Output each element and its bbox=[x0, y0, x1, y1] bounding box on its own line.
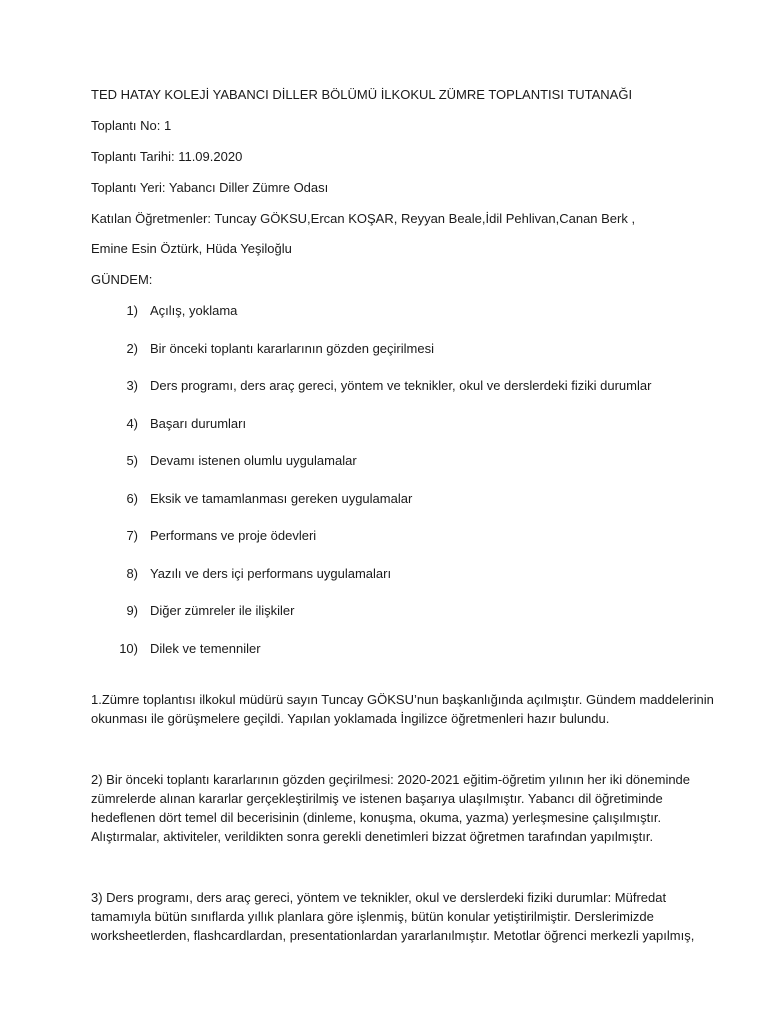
paragraph-curriculum bbox=[91, 888, 711, 945]
agenda-item bbox=[113, 491, 412, 507]
agenda-item-text: Performans ve proje ödevleri bbox=[150, 528, 317, 543]
agenda-item-number: 7) bbox=[126, 528, 138, 543]
agenda-item bbox=[113, 566, 391, 582]
agenda-item-text: Açılış, yoklama bbox=[150, 303, 238, 318]
agenda-item bbox=[113, 453, 357, 469]
agenda-item-text: Diğer zümreler ile ilişkiler bbox=[150, 603, 295, 618]
agenda-item-text: Dilek ve temenniler bbox=[150, 641, 261, 656]
agenda-item bbox=[113, 378, 651, 394]
agenda-item bbox=[113, 603, 294, 619]
attendees-line-2: Emine Esin Öztürk, Hüda Yeşiloğlu bbox=[91, 241, 292, 256]
agenda-item-number: 9) bbox=[126, 603, 138, 618]
agenda-item-number: 10) bbox=[119, 641, 138, 656]
agenda-item-number: 5) bbox=[126, 453, 138, 468]
meeting-number: Toplantı No: 1 bbox=[91, 118, 172, 133]
paragraph-line: hedeflenen dört temel dil becerisinin (dinleme, konuşma, okuma, yazma) yerleşmesine çalışılmıştır. bbox=[91, 810, 662, 825]
agenda-item bbox=[113, 303, 237, 319]
paragraph-line: okunması ile görüşmelere geçildi. Yapılan yoklamada İngilizce öğretmenleri hazır bulundu. bbox=[91, 711, 610, 726]
paragraph-line: tamamıyla bütün sınıflarda yıllık planlara göre işlenmiş, bütün konular yetiştirilmiştir. Derslerimizde bbox=[91, 909, 654, 924]
paragraph-line: Alıştırmalar, aktiviteler, verildikten sonra gerekli denetimleri bizzat öğretmen tarafından yapılmıştır. bbox=[91, 829, 654, 844]
attendees-line-1: Katılan Öğretmenler: Tuncay GÖKSU,Ercan KOŞAR, Reyyan Beale,İdil Pehlivan,Canan Berk , bbox=[91, 211, 636, 226]
paragraph-line: worksheetlerden, flashcardlardan, presentationlardan yararlanılmıştır. Metotlar öğrenci merkezli yapılmış, bbox=[91, 928, 695, 943]
agenda-item-text: Eksik ve tamamlanması gereken uygulamalar bbox=[150, 491, 413, 506]
paragraph-line: 3) Ders programı, ders araç gereci, yöntem ve teknikler, okul ve derslerdeki fiziki durumlar: Müfredat bbox=[91, 890, 667, 905]
agenda-item-number: 4) bbox=[126, 416, 138, 431]
agenda-item bbox=[113, 528, 316, 544]
agenda-item-number: 1) bbox=[126, 303, 138, 318]
paragraph-line: zümrelerde alınan kararlar gerçekleştirilmiş ve istenen başarıya ulaşılmıştır. Yabancı dil öğretiminde bbox=[91, 791, 663, 806]
paragraph-opening bbox=[91, 690, 714, 728]
agenda-heading: GÜNDEM: bbox=[91, 272, 153, 287]
agenda-item bbox=[113, 341, 434, 357]
agenda-item-text: Yazılı ve ders içi performans uygulamaları bbox=[150, 566, 392, 581]
agenda-item-text: Başarı durumları bbox=[150, 416, 247, 431]
paragraph-previous-decisions bbox=[91, 770, 711, 846]
document-title: TED HATAY KOLEJİ YABANCI DİLLER BÖLÜMÜ İLKOKUL ZÜMRE TOPLANTISI TUTANAĞI bbox=[91, 87, 633, 102]
agenda-item-number: 2) bbox=[126, 341, 138, 356]
agenda-item bbox=[113, 641, 261, 657]
agenda-item bbox=[113, 416, 246, 432]
agenda-item-number: 8) bbox=[126, 566, 138, 581]
agenda-item-text: Devamı istenen olumlu uygulamalar bbox=[150, 453, 357, 468]
agenda-item-number: 3) bbox=[126, 378, 138, 393]
agenda-item-number: 6) bbox=[126, 491, 138, 506]
paragraph-line: 1.Zümre toplantısı ilkokul müdürü sayın Tuncay GÖKSU’nun başkanlığında açılmıştır. Gündem maddelerinin bbox=[91, 692, 714, 707]
meeting-place: Toplantı Yeri: Yabancı Diller Zümre Odası bbox=[91, 180, 329, 195]
paragraph-line: 2) Bir önceki toplantı kararlarının gözden geçirilmesi: 2020-2021 eğitim-öğretim yılının her iki döneminde bbox=[91, 772, 691, 787]
meeting-date: Toplantı Tarihi: 11.09.2020 bbox=[91, 149, 243, 164]
agenda-item-text: Ders programı, ders araç gereci, yöntem ve teknikler, okul ve derslerdeki fiziki durumlar bbox=[150, 378, 652, 393]
agenda-item-text: Bir önceki toplantı kararlarının gözden geçirilmesi bbox=[150, 341, 434, 356]
